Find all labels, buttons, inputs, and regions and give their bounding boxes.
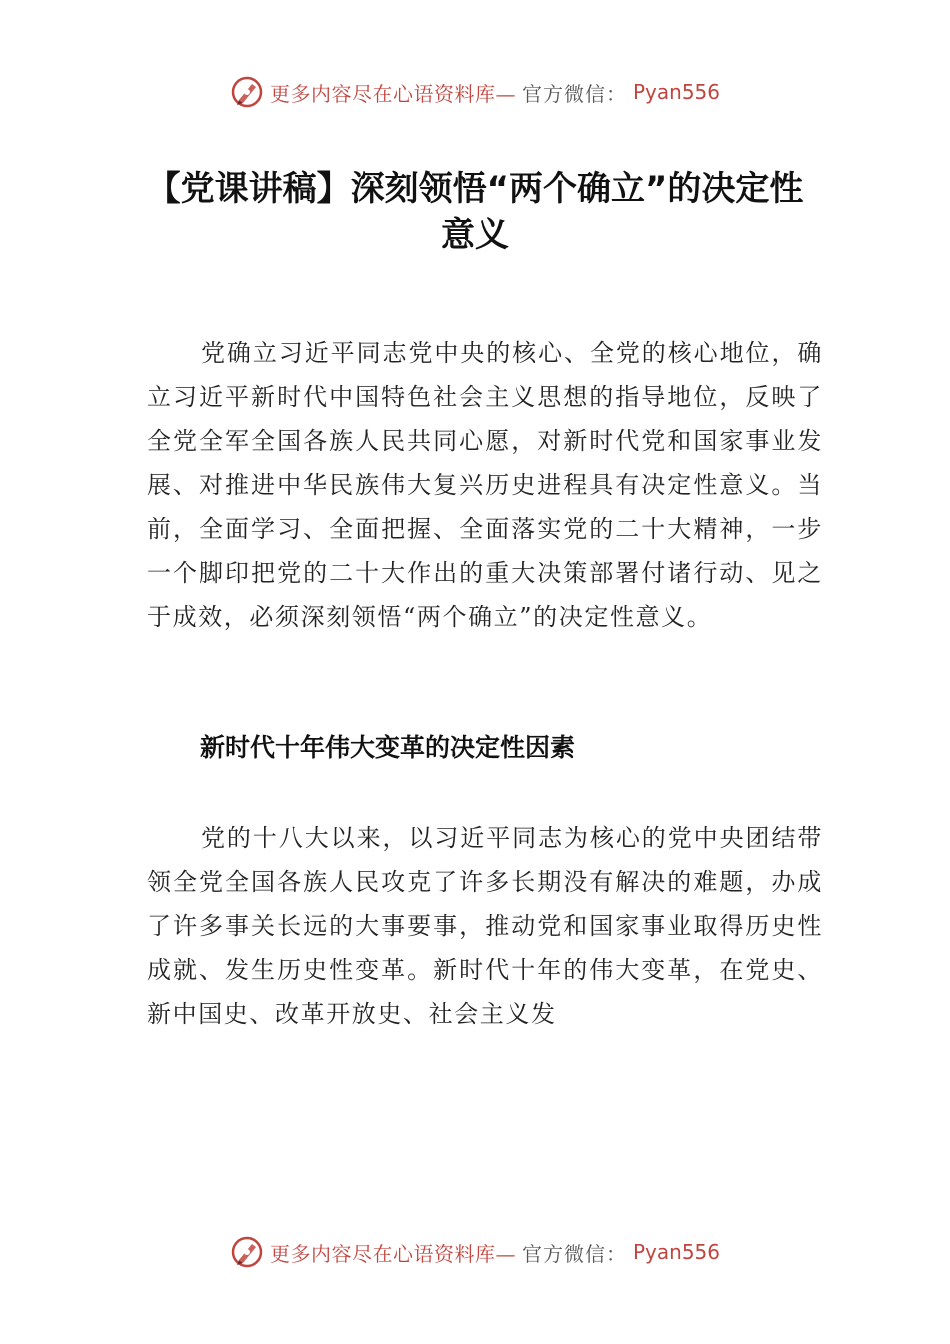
- footer-banner: [0, 1232, 950, 1272]
- pen-circle-logo-icon: [230, 1235, 264, 1269]
- paragraph-section-body: 党的十八大以来，以习近平同志为核心的党中央团结带领全党全国各族人民攻克了许多长期没有解决的难题，办成了许多事关长远的大事要事，推动党和国家事业取得历史性成就、发生历史性变革。新时代十年的伟大变革，在党史、新中国史、改革开放史、社会主义发: [147, 824, 823, 1028]
- footer-banner-label: 官方微信：: [521, 1241, 627, 1266]
- header-banner: [0, 72, 950, 112]
- paragraph-intro: 党确立习近平同志党中央的核心、全党的核心地位，确立习近平新时代中国特色社会主义思想的指导地位，反映了全党全军全国各族人民共同心愿，对新时代党和国家事业发展、对推进中华民族伟大复兴历史进程具有决定性意义。当前，全面学习、全面把握、全面落实党的二十大精神，一步一个脚印把党的二十大作出的重大决策部署付诸行动、见之于成效，必须深刻领悟“两个确立”的决定性意义。: [147, 339, 823, 631]
- pen-circle-logo-icon: [230, 75, 264, 109]
- footer-banner-text: 更多内容尽在心语资料库—: [269, 1241, 516, 1266]
- header-banner-text: 更多内容尽在心语资料库—: [269, 81, 516, 106]
- section-heading: 新时代十年伟大变革的决定性因素: [200, 733, 576, 762]
- document-title: 【党课讲稿】深刻领悟“两个确立”的决定性意义: [146, 169, 804, 255]
- footer-banner-wechat-id: Pyan556: [632, 1240, 720, 1264]
- header-banner-label: 官方微信：: [521, 81, 627, 106]
- header-banner-wechat-id: Pyan556: [632, 80, 720, 104]
